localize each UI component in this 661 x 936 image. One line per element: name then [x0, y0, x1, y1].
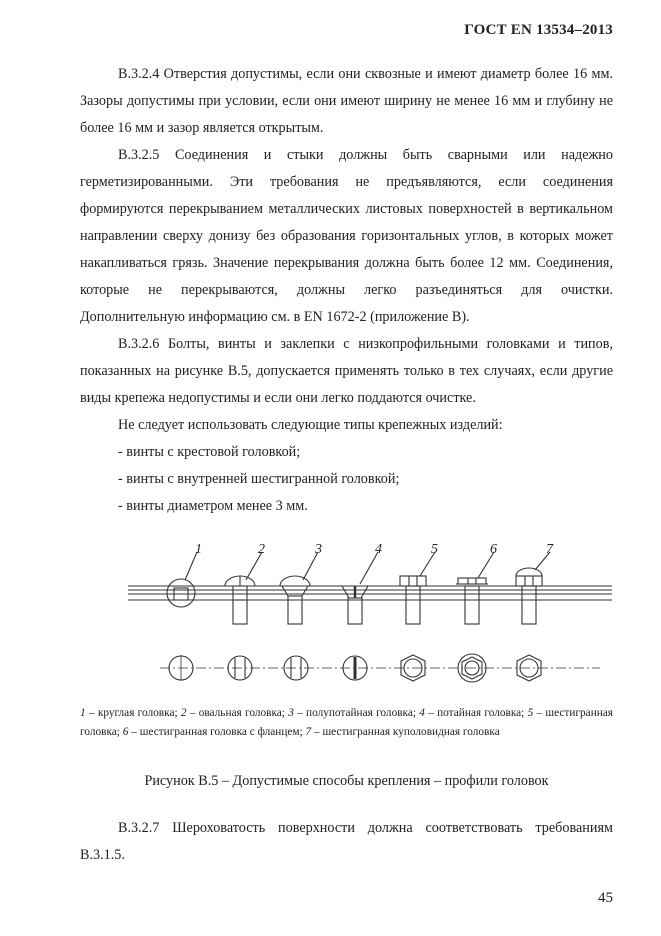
sheet-plate [128, 586, 612, 600]
fastener-oval-head [225, 552, 262, 624]
page-number: 45 [598, 890, 613, 906]
legend-text: – шестигранная куполовидная головка [311, 726, 500, 738]
legend-text: – круглая головка; [85, 707, 181, 719]
closing-text [80, 815, 613, 869]
fastener-hex-flange-head [456, 552, 494, 624]
legend-text: – потайная головка; [424, 707, 528, 719]
fastener-countersunk-head [342, 552, 378, 624]
paragraph-b-3-2-6: B.3.2.6 Болты, винты и заклепки с низкопрофильными головками и типов, показанных на рисунке B.5, допускается применять только в тех случаях, если другие виды крепежа недопустимы и если они легко поддаются очистке. [80, 336, 613, 406]
fastener-head-profiles-figure [120, 538, 620, 708]
list-item: - винты диаметром менее 3 мм. [118, 498, 308, 514]
callout-number: 2 [258, 542, 265, 557]
fastener-semi-countersunk-head [280, 552, 318, 624]
paragraph-b-3-2-7: B.3.2.7 Шероховатость поверхности должна соответствовать требованиям B.3.1.5. [80, 820, 613, 863]
legend-text: – шестигранная головка; [80, 707, 613, 738]
callout-number: 3 [315, 542, 322, 557]
body-text [80, 61, 613, 520]
figure-legend [80, 704, 613, 742]
callout-number: 6 [490, 542, 497, 557]
legend-number: 3 [288, 707, 294, 719]
list-item: - винты с внутренней шестигранной головкой; [118, 471, 400, 487]
fastener-hex-domed-head [516, 552, 550, 624]
legend-text: – шестигранная головка с фланцем; [128, 726, 306, 738]
legend-number: 7 [305, 726, 312, 738]
callout-number: 5 [431, 542, 438, 557]
fastener-round-head [167, 552, 197, 607]
fastener-hex-head [400, 552, 435, 624]
fastener-list-intro: Не следует использовать следующие типы крепежных изделий: [118, 417, 503, 433]
callout-number: 1 [195, 542, 202, 557]
document-code-header: ГОСТ EN 13534–2013 [464, 22, 613, 38]
plan-views-row [160, 654, 600, 682]
figure-title: Рисунок B.5 – Допустимые способы крепления – профили головок [144, 773, 549, 789]
callout-number: 4 [375, 542, 382, 557]
paragraph-b-3-2-5: B.3.2.5 Соединения и стыки должны быть сварными или надежно герметизированными. Эти требования не предъявляются, если соединения формируются перекрыванием металлических листовых поверхностей в вертикальном направлении сверху донизу без образования горизонтальных углов, в которых может накапливаться грязь. Значение перекрывания должна быть более 12 мм. Соединения, которые не перекрываются, должны легко разъединяться для очистки. Дополнительную информацию см. в EN 1672-2 (приложение B). [80, 147, 613, 325]
legend-number: 5 [527, 707, 534, 719]
legend-number: 6 [122, 726, 129, 738]
legend-number: 2 [180, 707, 187, 719]
list-item: - винты с крестовой головкой; [118, 444, 301, 460]
legend-number: 1 [80, 707, 86, 719]
legend-text: – полупотайная головка; [293, 707, 420, 719]
paragraph-b-3-2-4: B.3.2.4 Отверстия допустимы, если они сквозные и имеют диаметр более 16 мм. Зазоры допустимы при условии, если они имеют ширину не менее 16 мм и глубину не более 16 мм и зазор является открытым. [80, 66, 613, 136]
legend-number: 4 [419, 707, 425, 719]
legend-text: – овальная головка; [186, 707, 289, 719]
callout-number: 7 [546, 542, 553, 557]
